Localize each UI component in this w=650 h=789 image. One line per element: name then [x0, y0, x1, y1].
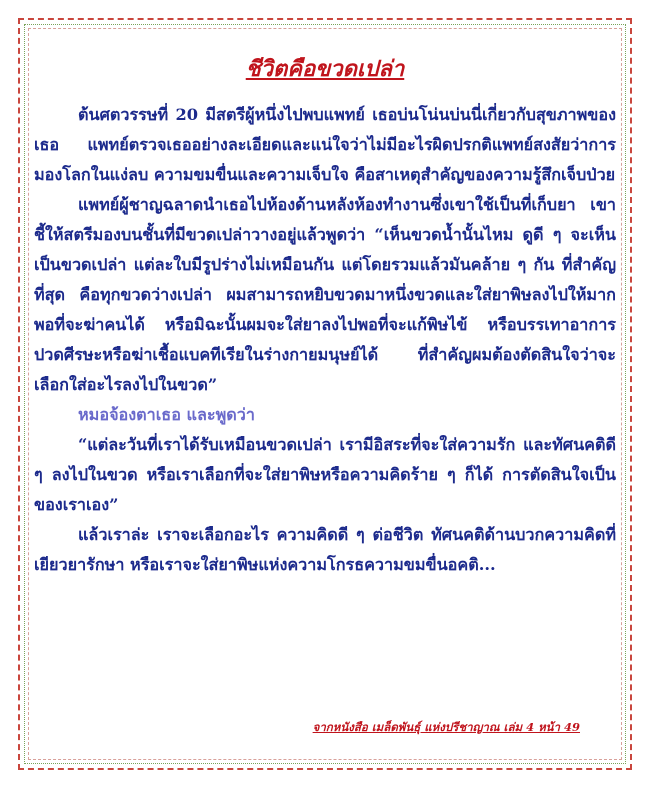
quote-intro: หมอจ้องตาเธอ และพูดว่า: [78, 405, 255, 424]
article-title: ชีวิตคือขวดเปล่า: [245, 56, 405, 82]
paragraph-4: แล้วเราล่ะ เราจะเลือกอะไร ความคิดดี ๆ ต่อชีวิต ทัศนคติด้านบวกความคิดที่เยียวยารักษา หรือเราจะใส่ยาพิษแห่งความโกรธความขมขื่นอคติ...: [34, 525, 616, 574]
source-citation: จากหนังสือ เมล็ดพันธุ์ แห่งปรีชาญาณ เล่ม 4 หน้า 49: [312, 720, 580, 734]
paragraph-2: แพทย์ผู้ชาญฉลาดนำเธอไปห้องด้านหลังห้องทำงานซึ่งเขาใช้เป็นที่เก็บยา เขาชี้ให้สตรีมองบนชั้นที่มีขวดเปล่าวางอยู่แล้วพูดว่า “เห็นขวดน้ำนั้นไหม ดูดี ๆ จะเห็นเป็นขวดเปล่า แต่ละใบมีรูปร่างไม่เหมือนกัน แต่โดยรวมแล้วมันคล้าย ๆ กัน ที่สำคัญที่สุด คือทุกขวดว่างเปล่า ผมสามารถหยิบขวดมาหนึ่งขวดและใส่ยาพิษลงไปให้มากพอที่จะฆ่าคนได้ หรือมิฉะนั้นผมจะใส่ยาลงไปพอที่จะแก้พิษไข้ หรือบรรเทาอาการปวดศีรษะหรือฆ่าเชื้อแบคทีเรียในร่างกายมนุษย์ได้ ที่สำคัญผมต้องตัดสินใจว่าจะเลือกใส่อะไรลงไปในขวด”: [34, 195, 616, 394]
paragraph-1: ต้นศตวรรษที่ 20 มีสตรีผู้หนึ่งไปพบแพทย์ เธอบ่นโน่นบ่นนี่เกี่ยวกับสุขภาพของเธอ แพทย์ตรวจเธออย่างละเอียดและแน่ใจว่าไม่มีอะไรผิดปรกติแพทย์สงสัยว่าการมองโลกในแง่ลบ ความขมขื่นและความเจ็บใจ คือสาเหตุสำคัญของความรู้สึกเจ็บป่วย: [34, 105, 616, 184]
article: [34, 54, 616, 580]
paragraph-3: “แต่ละวันที่เราได้รับเหมือนขวดเปล่า เรามีอิสระที่จะใส่ความรัก และทัศนคติดี ๆ ลงไปในขวด หรือเราเลือกที่จะใส่ยาพิษหรือความคิดร้าย ๆ ก็ได้ การตัดสินใจเป็นของเราเอง”: [34, 435, 616, 514]
